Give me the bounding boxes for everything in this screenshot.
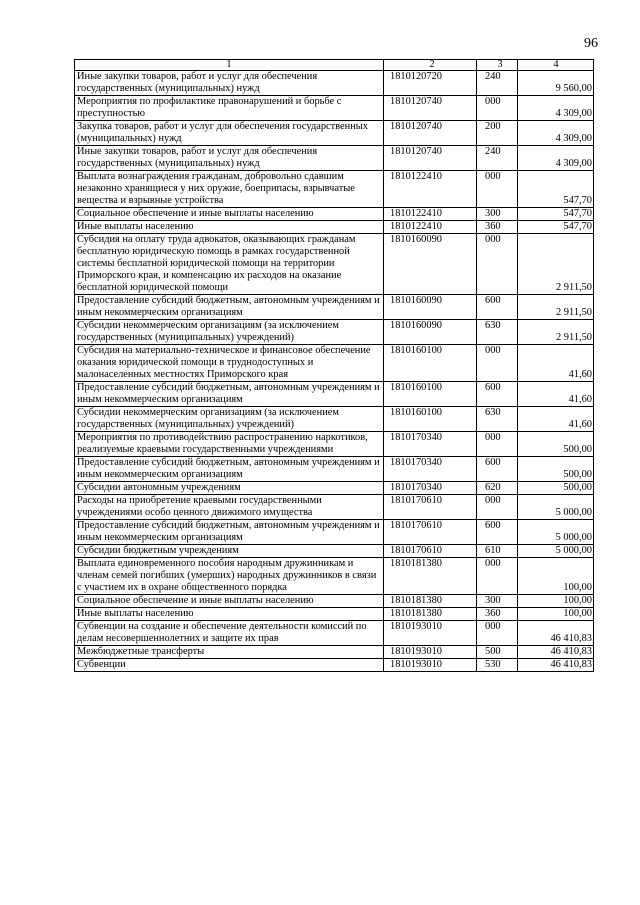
row-type: 240	[477, 146, 518, 171]
row-type: 200	[477, 121, 518, 146]
table-row	[75, 659, 594, 672]
row-code: 1810170610	[384, 520, 477, 545]
row-type: 600	[477, 382, 518, 407]
table-row	[75, 432, 594, 457]
row-code: 1810120740	[384, 146, 477, 171]
row-code: 1810122410	[384, 171, 477, 208]
row-code: 1810160090	[384, 320, 477, 345]
row-amount: 4 309,00	[518, 121, 594, 146]
row-type: 500	[477, 646, 518, 659]
row-code: 1810193010	[384, 659, 477, 672]
row-amount: 46 410,83	[518, 659, 594, 672]
header-col-3: 3	[477, 60, 518, 71]
row-code: 1810122410	[384, 221, 477, 234]
row-name: Выплата единовременного пособия народным дружинникам и членам семей погибших (умерших) народных дружинников в связи с участием их в охране общественного порядка	[75, 558, 384, 595]
row-amount: 41,60	[518, 407, 594, 432]
row-type: 000	[477, 621, 518, 646]
row-name: Иные выплаты населению	[75, 608, 384, 621]
page-number: 96	[584, 36, 598, 51]
row-name: Межбюджетные трансферты	[75, 646, 384, 659]
row-type: 630	[477, 407, 518, 432]
row-amount: 2 911,50	[518, 295, 594, 320]
table-row	[75, 171, 594, 208]
table-row	[75, 71, 594, 96]
row-amount: 2 911,50	[518, 234, 594, 295]
row-name: Субвенции	[75, 659, 384, 672]
row-amount: 41,60	[518, 382, 594, 407]
row-name: Предоставление субсидий бюджетным, автономным учреждениям и иным некоммерческим организациям	[75, 520, 384, 545]
table-row	[75, 545, 594, 558]
row-amount: 500,00	[518, 482, 594, 495]
row-type: 620	[477, 482, 518, 495]
row-code: 1810170610	[384, 495, 477, 520]
table-row	[75, 558, 594, 595]
row-amount: 547,70	[518, 208, 594, 221]
row-name: Субсидии некоммерческим организациям (за исключением государственных (муниципальных) учреждений)	[75, 407, 384, 432]
header-col-4: 4	[518, 60, 594, 71]
row-amount: 547,70	[518, 171, 594, 208]
row-code: 1810181380	[384, 558, 477, 595]
table-row	[75, 146, 594, 171]
row-type: 600	[477, 457, 518, 482]
row-code: 1810120740	[384, 121, 477, 146]
row-type: 000	[477, 171, 518, 208]
row-type: 610	[477, 545, 518, 558]
table-row	[75, 234, 594, 295]
row-name: Субсидия на материально-техническое и финансовое обеспечение оказания юридической помощи в труднодоступных и малонаселенных местностях Приморского края	[75, 345, 384, 382]
row-code: 1810170340	[384, 432, 477, 457]
table-row	[75, 457, 594, 482]
row-amount: 5 000,00	[518, 545, 594, 558]
row-name: Выплата вознаграждения гражданам, добровольно сдавшим незаконно хранящиеся у них оружие, боеприпасы, взрывчатые вещества и взрывные устройства	[75, 171, 384, 208]
row-code: 1810160100	[384, 407, 477, 432]
row-type: 000	[477, 96, 518, 121]
row-name: Расходы на приобретение краевыми государственными учреждениями особо ценного движимого имущества	[75, 495, 384, 520]
table-row	[75, 295, 594, 320]
row-code: 1810160100	[384, 382, 477, 407]
table-row	[75, 221, 594, 234]
row-code: 1810160100	[384, 345, 477, 382]
table-row	[75, 646, 594, 659]
row-type: 300	[477, 208, 518, 221]
row-type: 300	[477, 595, 518, 608]
row-amount: 46 410,83	[518, 646, 594, 659]
row-code: 1810170340	[384, 482, 477, 495]
table-row	[75, 407, 594, 432]
row-name: Мероприятия по профилактике правонарушений и борьбе с преступностью	[75, 96, 384, 121]
row-code: 1810122410	[384, 208, 477, 221]
row-name: Социальное обеспечение и иные выплаты населению	[75, 595, 384, 608]
table-row	[75, 96, 594, 121]
row-code: 1810170610	[384, 545, 477, 558]
row-type: 000	[477, 432, 518, 457]
row-type: 360	[477, 608, 518, 621]
table-row	[75, 621, 594, 646]
row-name: Предоставление субсидий бюджетным, автономным учреждениям и иным некоммерческим организациям	[75, 457, 384, 482]
row-amount: 46 410,83	[518, 621, 594, 646]
table-row	[75, 382, 594, 407]
table-header-row	[75, 60, 594, 71]
row-code: 1810160090	[384, 295, 477, 320]
row-code: 1810120740	[384, 96, 477, 121]
row-name: Мероприятия по противодействию распространению наркотиков, реализуемые краевыми государственными учреждениями	[75, 432, 384, 457]
row-name: Социальное обеспечение и иные выплаты населению	[75, 208, 384, 221]
row-code: 1810120720	[384, 71, 477, 96]
header-col-1: 1	[75, 60, 384, 71]
row-amount: 4 309,00	[518, 146, 594, 171]
table-row	[75, 595, 594, 608]
row-name: Закупка товаров, работ и услуг для обеспечения государственных (муниципальных) нужд	[75, 121, 384, 146]
row-amount: 4 309,00	[518, 96, 594, 121]
row-amount: 100,00	[518, 558, 594, 595]
row-type: 530	[477, 659, 518, 672]
row-name: Субсидия на оплату труда адвокатов, оказывающих гражданам бесплатную юридическую помощь в рамках государственной системы бесплатной юридической помощи на территории Приморского края, и компенсацию их расходов на оказание бесплатной юридической помощи	[75, 234, 384, 295]
row-amount: 5 000,00	[518, 520, 594, 545]
header-col-2: 2	[384, 60, 477, 71]
row-type: 240	[477, 71, 518, 96]
table-row	[75, 482, 594, 495]
row-amount: 500,00	[518, 457, 594, 482]
row-amount: 5 000,00	[518, 495, 594, 520]
table-row	[75, 208, 594, 221]
row-amount: 41,60	[518, 345, 594, 382]
row-name: Субсидии автономным учреждениям	[75, 482, 384, 495]
row-type: 000	[477, 345, 518, 382]
row-name: Субсидии бюджетным учреждениям	[75, 545, 384, 558]
row-name: Субвенции на создание и обеспечение деятельности комиссий по делам несовершеннолетних и защите их прав	[75, 621, 384, 646]
row-type: 000	[477, 495, 518, 520]
row-code: 1810193010	[384, 646, 477, 659]
table-row	[75, 608, 594, 621]
row-amount: 100,00	[518, 595, 594, 608]
table-row	[75, 121, 594, 146]
row-type: 600	[477, 295, 518, 320]
table-row	[75, 520, 594, 545]
row-type: 600	[477, 520, 518, 545]
table-row	[75, 345, 594, 382]
row-code: 1810160090	[384, 234, 477, 295]
row-name: Иные закупки товаров, работ и услуг для обеспечения государственных (муниципальных) нужд	[75, 71, 384, 96]
row-amount: 500,00	[518, 432, 594, 457]
row-type: 630	[477, 320, 518, 345]
row-type: 360	[477, 221, 518, 234]
row-amount: 9 560,00	[518, 71, 594, 96]
budget-table-body	[75, 60, 594, 672]
row-name: Субсидии некоммерческим организациям (за исключением государственных (муниципальных) учреждений)	[75, 320, 384, 345]
table-row	[75, 320, 594, 345]
row-amount: 547,70	[518, 221, 594, 234]
row-code: 1810181380	[384, 595, 477, 608]
row-amount: 100,00	[518, 608, 594, 621]
table-row	[75, 495, 594, 520]
row-type: 000	[477, 234, 518, 295]
row-amount: 2 911,50	[518, 320, 594, 345]
row-code: 1810181380	[384, 608, 477, 621]
row-type: 000	[477, 558, 518, 595]
row-name: Иные выплаты населению	[75, 221, 384, 234]
row-name: Иные закупки товаров, работ и услуг для обеспечения государственных (муниципальных) нужд	[75, 146, 384, 171]
row-code: 1810193010	[384, 621, 477, 646]
row-name: Предоставление субсидий бюджетным, автономным учреждениям и иным некоммерческим организациям	[75, 382, 384, 407]
row-name: Предоставление субсидий бюджетным, автономным учреждениям и иным некоммерческим организациям	[75, 295, 384, 320]
budget-table	[74, 59, 594, 672]
row-code: 1810170340	[384, 457, 477, 482]
